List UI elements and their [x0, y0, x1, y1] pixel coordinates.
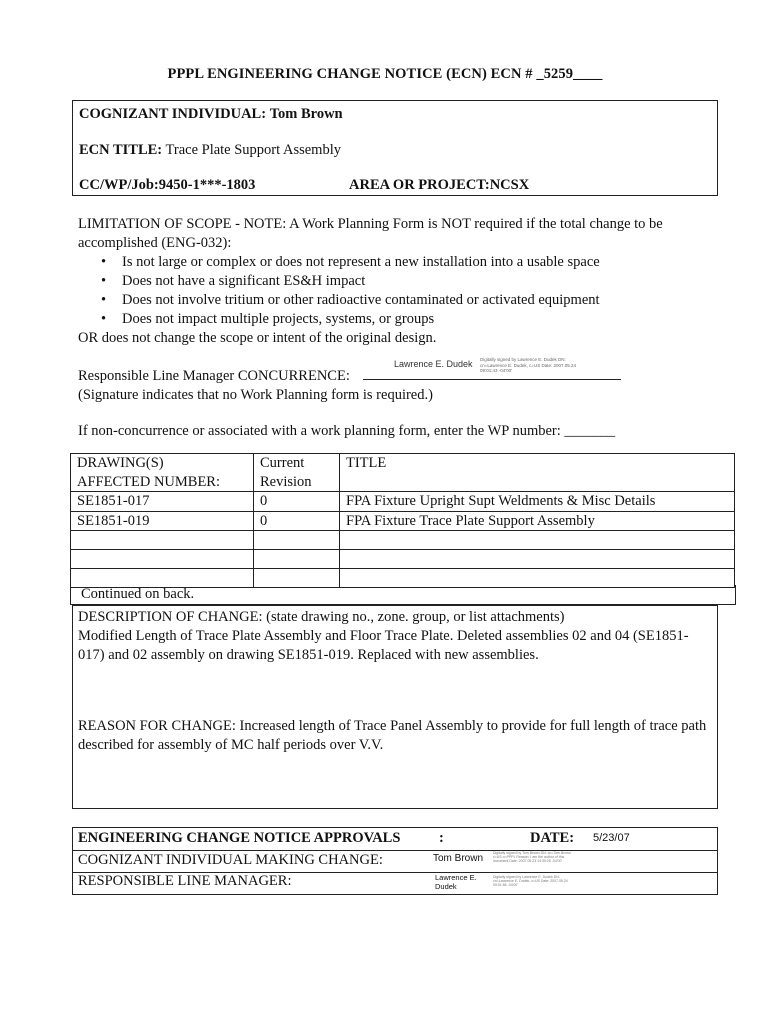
- area-project: AREA OR PROJECT:NCSX: [349, 177, 530, 193]
- scope-or-line: OR does not change the scope or intent of the original design.: [78, 330, 437, 346]
- header-text: Current: [260, 455, 305, 471]
- table-row: [71, 550, 735, 569]
- table-header-row: [71, 454, 735, 492]
- empty-cell[interactable]: [340, 550, 735, 569]
- bullet-icon: •: [101, 292, 107, 308]
- list-item: [101, 291, 708, 310]
- cognizant-label: COGNIZANT INDIVIDUAL:: [79, 106, 267, 122]
- description-text: Modified Length of Trace Plate Assembly and Floor Trace Plate. Deleted assemblies 02 and 04 (SE1851-017) and 02 assembly on drawing SE1851-019. Replaced with new assemblies.: [78, 628, 689, 663]
- header-text: AFFECTED NUMBER:: [77, 473, 221, 490]
- manager-signature-details: Digitally signed by Lawrence E. Dudek DN: cn=Lawrence E. Dudek, c=US Date: 2007.05.24 09:01:56 -04'00': [493, 875, 568, 887]
- bullet-text: Does not have a significant ES&H impact: [122, 273, 366, 289]
- approvals-colon: :: [439, 830, 444, 846]
- description-heading: DESCRIPTION OF CHANGE: (state drawing no., zone. group, or list attachments): [78, 609, 565, 625]
- title-cell: FPA Fixture Trace Plate Support Assembly: [340, 511, 735, 531]
- ecn-title-label: ECN TITLE:: [79, 142, 163, 158]
- continued-row: [70, 585, 736, 605]
- bullet-icon: •: [101, 273, 107, 289]
- bullet-icon: •: [101, 311, 107, 327]
- date-label: DATE:: [530, 830, 575, 846]
- ecn-info-box: [72, 100, 718, 196]
- empty-cell[interactable]: [254, 531, 340, 550]
- scope-section: [78, 215, 708, 441]
- approvals-box: [72, 827, 718, 895]
- approvals-heading: ENGINEERING CHANGE NOTICE APPROVALS: [78, 830, 401, 846]
- ecn-title-row: [79, 142, 341, 159]
- signature-note: (Signature indicates that no Work Planning form is required.): [78, 387, 433, 403]
- concurrence-label: Responsible Line Manager CONCURRENCE:: [78, 368, 350, 384]
- concurrence-signature-line[interactable]: [363, 379, 621, 380]
- table-row: [71, 531, 735, 550]
- drawing-number-cell: SE1851-017: [71, 492, 254, 512]
- nonconcurrence-line: If non-concurrence or associated with a work planning form, enter the WP number: _______: [78, 423, 616, 439]
- cognizant-name: Tom Brown: [269, 106, 343, 122]
- divider: [73, 850, 717, 851]
- ccwp-job: CC/WP/Job:9450-1***-1803: [79, 177, 256, 193]
- drawings-table: [70, 453, 735, 588]
- empty-cell[interactable]: [71, 531, 254, 550]
- revision-cell: 0: [254, 511, 340, 531]
- description-box: [72, 605, 718, 809]
- cognizant-signature: Tom Brown: [433, 853, 484, 864]
- header-text: Revision: [260, 473, 312, 490]
- scope-intro: LIMITATION OF SCOPE - NOTE: A Work Planning Form is NOT required if the total change to be accomplished (ENG-032):: [78, 216, 663, 251]
- cognizant-change-label: COGNIZANT INDIVIDUAL MAKING CHANGE:: [78, 852, 383, 868]
- header-text: TITLE: [346, 455, 387, 471]
- table-row: [71, 511, 735, 531]
- manager-signature: Lawrence E. Dudek: [435, 873, 477, 891]
- list-item: [101, 272, 708, 291]
- bullet-text: Is not large or complex or does not represent a new installation into a usable space: [122, 254, 600, 270]
- bullet-text: Does not involve tritium or other radioactive contaminated or activated equipment: [122, 292, 600, 308]
- concurrence-signature: Lawrence E. Dudek: [394, 359, 473, 369]
- bullet-icon: •: [101, 254, 107, 270]
- empty-cell[interactable]: [254, 550, 340, 569]
- title-header: [340, 454, 735, 492]
- table-row: [71, 492, 735, 512]
- ecn-title-value: Trace Plate Support Assembly: [165, 142, 341, 158]
- date-value: 5/23/07: [593, 832, 630, 844]
- scope-bullet-list: [78, 253, 708, 329]
- header-text: DRAWING(S): [77, 455, 164, 471]
- list-item: [101, 253, 708, 272]
- drawing-number-cell: SE1851-019: [71, 511, 254, 531]
- empty-cell[interactable]: [340, 531, 735, 550]
- cognizant-signature-details: Digitally signed by Tom Brown DN: cn=Tom Brown c=US o=PPPL Reason: I am the author of this document Date: 2007.05.23 14:35:26 -04'00': [493, 851, 571, 863]
- line-manager-label: RESPONSIBLE LINE MANAGER:: [78, 873, 292, 889]
- reason-text: REASON FOR CHANGE: Increased length of Trace Panel Assembly to provide for full length of trace path described for assembly of MC half periods over V.V.: [78, 718, 707, 753]
- bullet-text: Does not impact multiple projects, systems, or groups: [122, 311, 435, 327]
- drawing-number-header: [71, 454, 254, 492]
- empty-cell[interactable]: [71, 550, 254, 569]
- continued-note: Continued on back.: [81, 586, 195, 602]
- revision-header: [254, 454, 340, 492]
- cognizant-row: [79, 106, 343, 123]
- list-item: [101, 310, 708, 329]
- revision-cell: 0: [254, 492, 340, 512]
- page-title: PPPL ENGINEERING CHANGE NOTICE (ECN) ECN # _5259____: [167, 66, 603, 82]
- title-cell: FPA Fixture Upright Supt Weldments & Misc Details: [340, 492, 735, 512]
- concurrence-signature-details: Digitally signed by Lawrence E. Dudek DN: cn=Lawrence E. Dudek, c=US Date: 2007.05.24 09:01:43 -04'00': [480, 357, 577, 373]
